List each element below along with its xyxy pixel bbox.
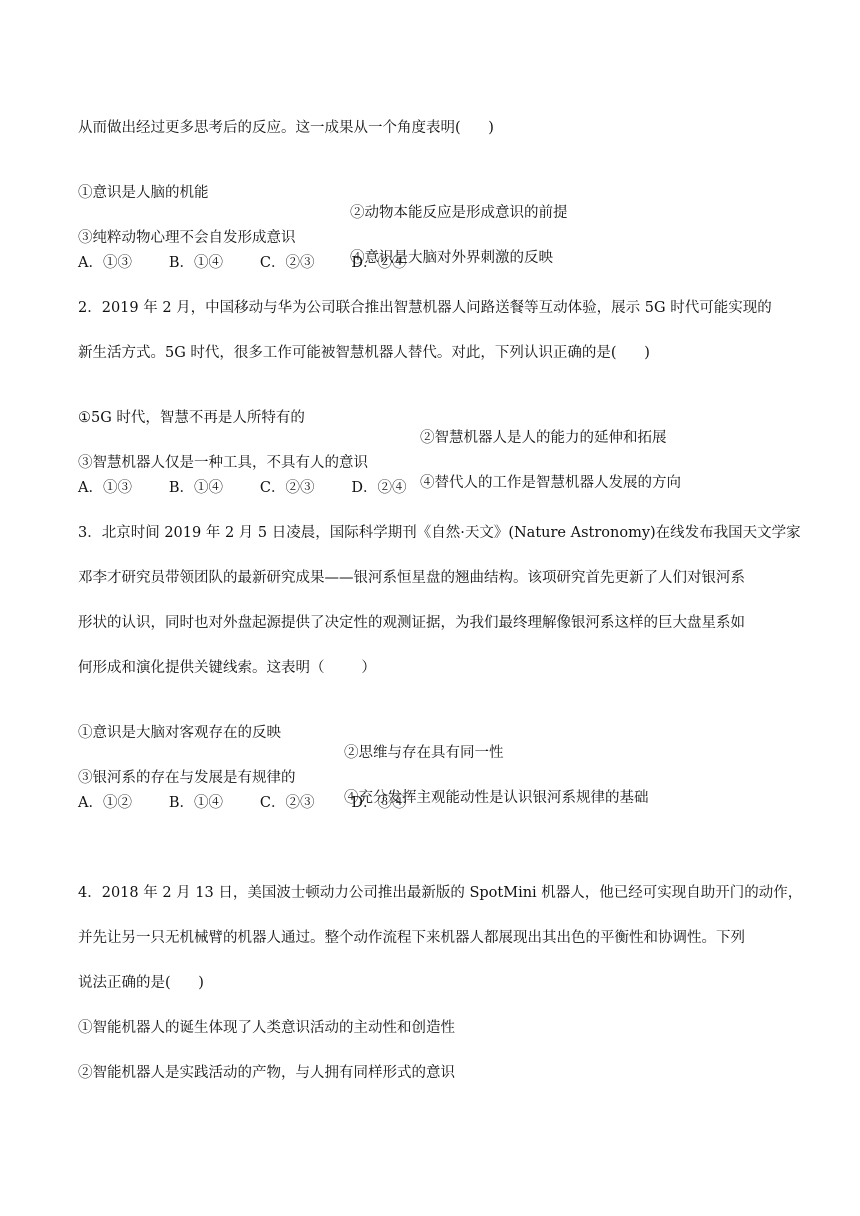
q2-option-1: ①5G 时代，智慧不再是人所特有的	[78, 410, 305, 426]
q2-option-3: ③智慧机器人仅是一种工具，不具有人的意识	[78, 455, 368, 471]
q3-option-2: ②思维与存在具有同一性	[344, 745, 504, 761]
q4-stem-line3: 说法正确的是( )	[78, 975, 204, 991]
q3-stem-line1: 3．北京时间 2019 年 2 月 5 日凌晨，国际科学期刊《自然·天文》(Nature Astronomy)在线发布我国天文学家	[78, 525, 801, 541]
q2-stem-line2: 新生活方式。5G 时代，很多工作可能被智慧机器人替代。对此，下列认识正确的是( )	[78, 345, 650, 361]
q1-option-4: ④意识是大脑对外界刺激的反映	[350, 250, 553, 266]
q2-option-4: ④替代人的工作是智慧机器人发展的方向	[420, 475, 681, 491]
q2-option-2: ②智慧机器人是人的能力的延伸和拓展	[420, 430, 667, 446]
q1-option-2: ②动物本能反应是形成意识的前提	[350, 205, 568, 221]
q3-answer-choices: A．①② B．①④ C．②③ D．③④	[78, 795, 407, 811]
q3-option-1: ①意识是大脑对客观存在的反映	[78, 725, 281, 741]
q1-option-3: ③纯粹动物心理不会自发形成意识	[78, 230, 296, 246]
q2-answer-choices: A．①③ B．①④ C．②③ D．②④	[78, 480, 407, 496]
q2-stem-line1: 2．2019 年 2 月，中国移动与华为公司联合推出智慧机器人问路送餐等互动体验，展示 5G 时代可能实现的	[78, 300, 772, 316]
q3-stem-line4: 何形成和演化提供关键线索。这表明（ ）	[78, 660, 376, 676]
q4-option-1: ①智能机器人的诞生体现了人类意识活动的主动性和创造性	[78, 1020, 455, 1036]
q4-stem-line1: 4．2018 年 2 月 13 日，美国波士顿动力公司推出最新版的 SpotMini 机器人，他已经可实现自助开门的动作，	[78, 885, 803, 901]
q3-option-4: ④充分发挥主观能动性是认识银河系规律的基础	[344, 790, 649, 806]
q3-stem-line3: 形状的认识，同时也对外盘起源提供了决定性的观测证据，为我们最终理解像银河系这样的巨大盘星系如	[78, 615, 745, 631]
q4-option-2: ②智能机器人是实践活动的产物，与人拥有同样形式的意识	[78, 1065, 455, 1081]
q4-stem-line2: 并先让另一只无机械臂的机器人通过。整个动作流程下来机器人都展现出其出色的平衡性和协调性。下列	[78, 930, 745, 946]
q1-continuation: 从而做出经过更多思考后的反应。这一成果从一个角度表明( )	[78, 120, 494, 136]
q1-option-1: ①意识是人脑的机能	[78, 185, 209, 201]
q3-stem-line2: 邓李才研究员带领团队的最新研究成果——银河系恒星盘的翘曲结构。该项研究首先更新了人们对银河系	[78, 570, 745, 586]
q1-answer-choices: A．①③ B．①④ C．②③ D．②④	[78, 255, 407, 271]
q3-option-3: ③银河系的存在与发展是有规律的	[78, 770, 296, 786]
